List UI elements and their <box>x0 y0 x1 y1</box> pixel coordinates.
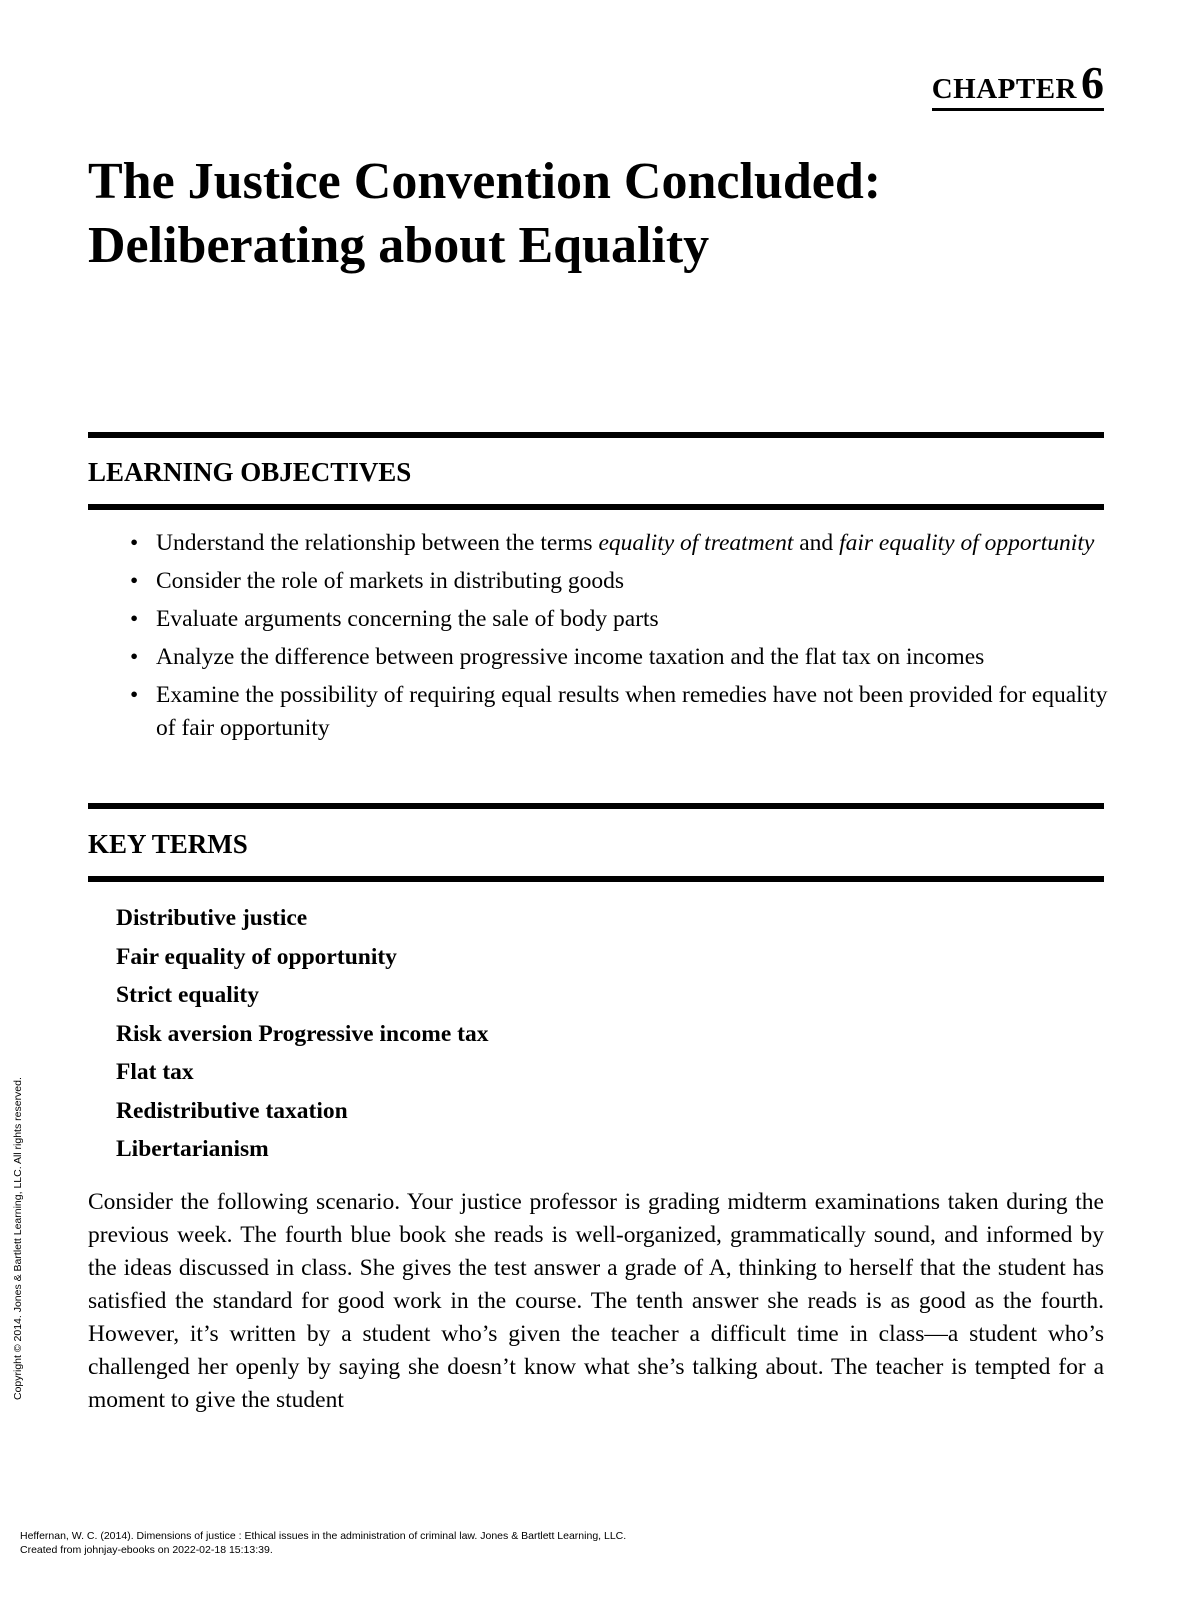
page-footer <box>20 1529 626 1557</box>
chapter-number: 6 <box>1081 57 1104 108</box>
list-item <box>130 565 1110 598</box>
objective-term: equality of treatment <box>598 530 794 556</box>
learning-objectives-heading: LEARNING OBJECTIVES <box>88 457 412 487</box>
bullet-icon: • <box>130 682 139 708</box>
body-paragraph: Consider the following scenario. Your justice professor is grading midterm examinations taken during the previous week. The fourth blue book she reads is well-organized, grammatically sound, and informed by the ideas discussed in class. She gives the test answer a grade of A, thinking to herself that the student has satisfied the standard for good work in the course. The tenth answer she reads is as good as the fourth. However, it’s written by a student who’s given the teacher a difficult time in class—a student who’s challenged her openly by saying she doesn’t know what she’s talking about. The teacher is tempted for a moment to give the student <box>88 1189 1104 1413</box>
objective-text: Examine the possibility of requiring equal results when remedies have not been provided for equality of fair opportunity <box>156 682 1108 741</box>
objective-text: Consider the role of markets in distributing goods <box>156 568 624 594</box>
key-term: Redistributive taxation <box>116 1097 348 1124</box>
list-item <box>130 603 1110 636</box>
section-rule <box>88 432 1104 438</box>
list-item <box>130 641 1110 674</box>
objective-text: Analyze the difference between progressive income taxation and the flat tax on incomes <box>156 644 985 670</box>
key-term: Flat tax <box>116 1059 194 1085</box>
copyright-margin-note: Copyright © 2014. Jones & Bartlett Learning, LLC. All rights reserved. <box>12 1077 24 1400</box>
section-rule <box>88 504 1104 510</box>
chapter-title-line-1: The Justice Convention Concluded: <box>88 153 882 210</box>
key-term: Libertarianism <box>116 1136 269 1162</box>
bullet-icon: • <box>130 606 139 632</box>
objective-term: fair equality of opportunity <box>839 530 1095 556</box>
objective-text: Understand the relationship between the terms <box>156 530 599 556</box>
section-rule <box>88 803 1104 809</box>
chapter-title-line-2: Deliberating about Equality <box>88 217 710 274</box>
objective-text: Evaluate arguments concerning the sale of body parts <box>156 606 659 632</box>
key-terms-list <box>116 899 488 1169</box>
learning-objectives-list <box>130 527 1110 750</box>
section-rule <box>88 876 1104 882</box>
chapter-label <box>931 57 1104 111</box>
key-term: Strict equality <box>116 982 259 1008</box>
key-term: Risk aversion Progressive income tax <box>116 1020 489 1047</box>
footer-citation: Heffernan, W. C. (2014). Dimensions of justice : Ethical issues in the administration of criminal law. Jones & Bartlett Learning, LLC. <box>20 1530 627 1542</box>
key-term: Distributive justice <box>116 905 308 931</box>
key-term: Fair equality of opportunity <box>116 943 397 970</box>
objective-text: and <box>793 530 840 556</box>
bullet-icon: • <box>130 568 139 594</box>
key-terms-heading: KEY TERMS <box>88 829 248 859</box>
chapter-word: CHAPTER <box>931 73 1077 105</box>
list-item <box>130 527 1110 560</box>
footer-created: Created from johnjay-ebooks on 2022-02-18 15:13:39. <box>20 1544 273 1556</box>
bullet-icon: • <box>130 644 139 670</box>
bullet-icon: • <box>130 530 139 556</box>
list-item <box>130 679 1110 745</box>
chapter-title <box>88 150 1108 278</box>
